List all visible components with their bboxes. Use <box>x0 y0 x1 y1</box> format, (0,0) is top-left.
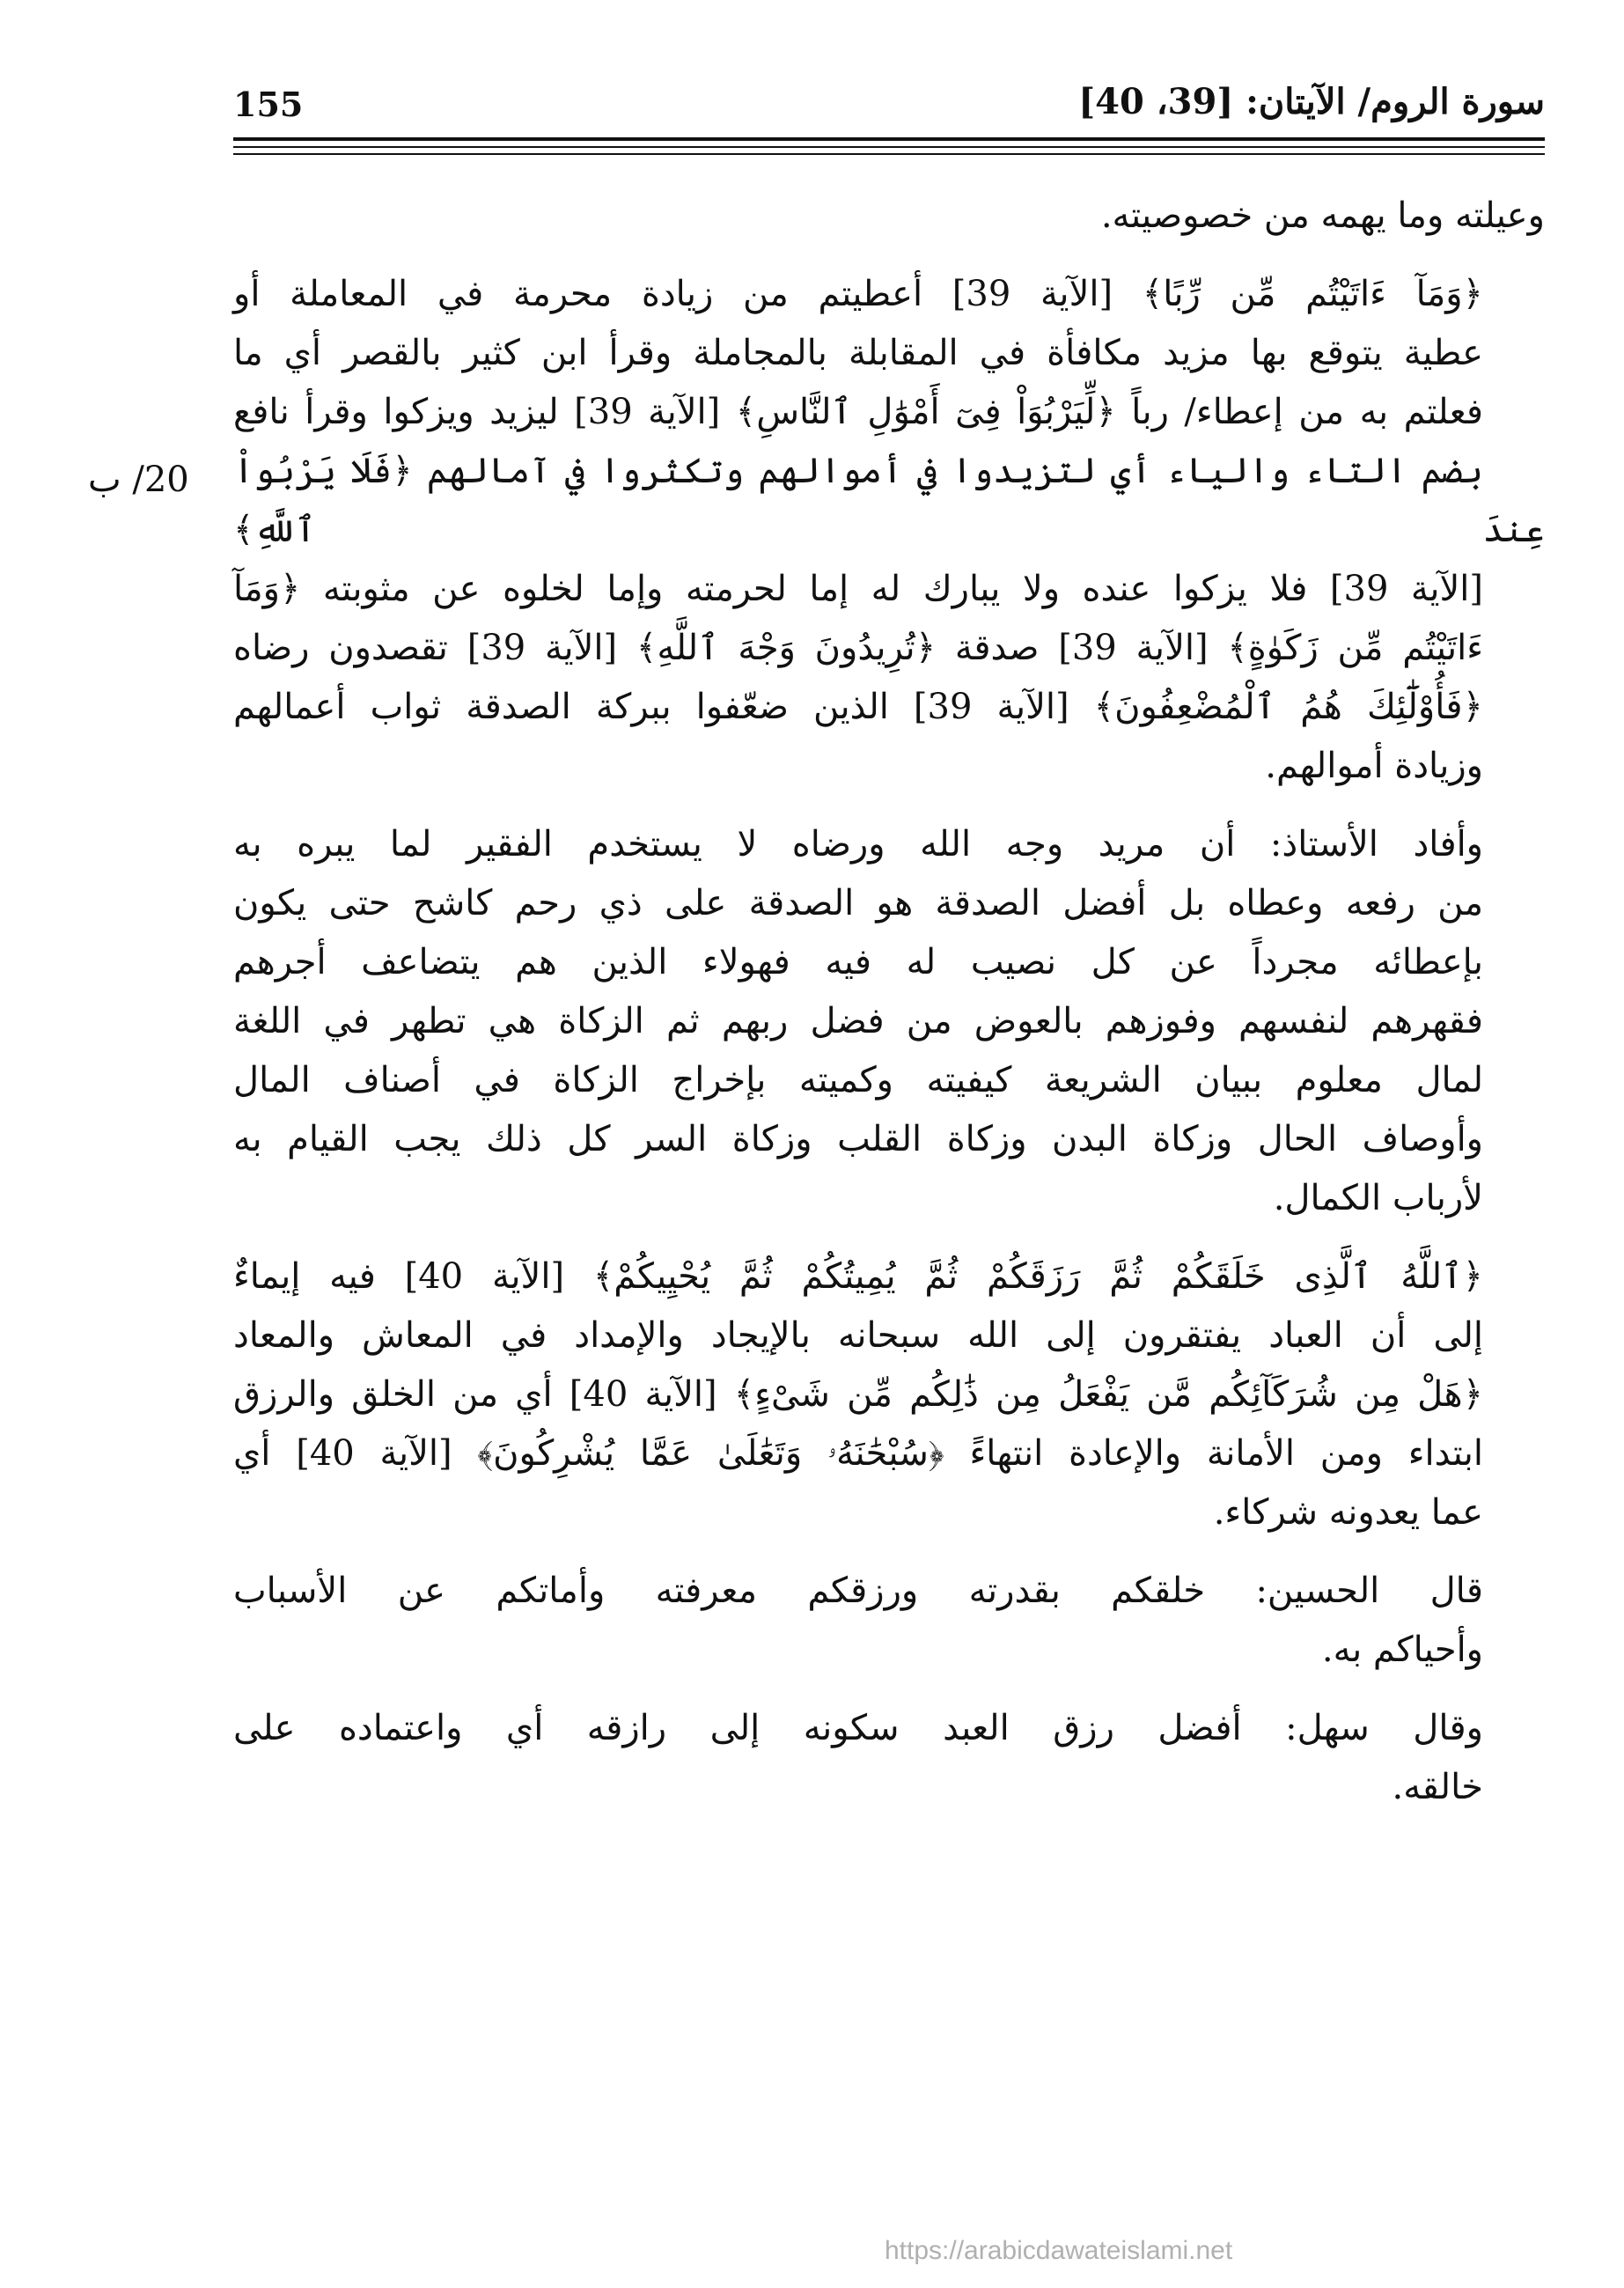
text-line: ﴿هَلْ مِن شُرَكَآئِكُم مَّن يَفْعَلُ مِن ذَٰلِكُم مِّن شَىْءٍ﴾ [الآية 40] أي من الخلق والرزق <box>233 1374 1484 1415</box>
paragraph <box>233 1247 1545 1542</box>
body-text <box>233 187 1545 1836</box>
text-line: بإعطائه مجرداً عن كل نصيب له فيه فهولاء الذين هم يتضاعف أجرهم <box>233 942 1483 982</box>
text-line: [الآية 39] فلا يزكوا عنده ولا يبارك له إما لحرمته وإما لخلوه عن مثوبته ﴿وَمَآ <box>233 569 1484 609</box>
text-line: وقال سهل: أفضل رزق العبد سكونه إلى رازقه أي واعتماده على <box>233 1708 1483 1748</box>
text-line: وأحياكم به. <box>1321 1630 1483 1670</box>
text-line: عما يعدونه شركاء. <box>1213 1492 1483 1533</box>
text-line: لأرباب الكمال. <box>1273 1178 1483 1218</box>
text-line: إلى أن العباد يفتقرون إلى الله سبحانه بالإيجاد والإمداد في المعاش والمعاد <box>233 1315 1483 1356</box>
text-line: خالقه. <box>1392 1767 1483 1807</box>
manuscript-folio-note: 20/ ب <box>88 460 189 500</box>
paragraph <box>233 1562 1545 1680</box>
paragraph <box>233 815 1545 1228</box>
paragraph <box>233 1699 1545 1817</box>
text-line: ابتداء ومن الأمانة والإعادة انتهاءً ﴿سُبْحَٰنَهُۥ وَتَعَٰلَىٰ عَمَّا يُشْرِكُونَ﴾ [الآية 40] أي <box>233 1433 1483 1474</box>
watermark-url: https://arabicdawateislami.net <box>885 2236 1233 2265</box>
text-line: فعلتم به من إعطاء/ رباً ﴿لِّيَرْبُوَاْ فِىٓ أَمْوَٰلِ ٱلنَّاسِ﴾ [الآية 39] ليزيد ويزكوا وقرأ نافع <box>233 392 1483 432</box>
page-number: 155 <box>233 85 304 124</box>
text-line: وعيلته وما يهمه من خصوصيته. <box>1100 195 1545 236</box>
header-rule-thin <box>233 153 1545 155</box>
text-line: من رفعه وعطاه بل أفضل الصدقة هو الصدقة على ذي رحم كاشح حتى يكون <box>233 883 1483 923</box>
paragraph <box>233 265 1545 796</box>
text-line: قال الحسين: خلقكم بقدرته ورزقكم معرفته وأماتكم عن الأسباب <box>233 1571 1483 1611</box>
text-line: وأوصاف الحال وزكاة البدن وزكاة القلب وزكاة السر كل ذلك يجب القيام به <box>233 1119 1483 1159</box>
text-line: وزيادة أموالهم. <box>1265 746 1483 786</box>
header-rule-thick <box>233 137 1545 141</box>
text-line: ﴿فَأُوْلَٰٓئِكَ هُمُ ٱلْمُضْعِفُونَ﴾ [الآية 39] الذين ضعّفوا ببركة الصدقة ثواب أعمالهم <box>233 687 1483 727</box>
text-line: ﴿ٱللَّهُ ٱلَّذِى خَلَقَكُمْ ثُمَّ رَزَقَكُمْ ثُمَّ يُمِيتُكُمْ ثُمَّ يُحْيِيكُمْ﴾ [الآية 40] فيه إيماءٌ <box>233 1256 1483 1297</box>
text-line: عطية يتوقع بها مزيد مكافأة في المقابلة بالمجاملة وقرأ ابن كثير بالقصر أي ما <box>233 333 1483 373</box>
text-line: لمال معلوم ببيان الشريعة كيفيته وكميته بإخراج الزكاة في أصناف المال <box>233 1060 1483 1100</box>
surah-heading: سورة الروم/ الآيتان: [39، 40] <box>1078 81 1545 122</box>
text-line: فقهرهم لنفسهم وفوزهم بالعوض من فضل ربهم ثم الزكاة هي تطهر في اللغة <box>233 1001 1483 1041</box>
header-rule-thin <box>233 146 1545 148</box>
text-line: ﴿وَمَآ ءَاتَيْتُم مِّن رِّبًا﴾ [الآية 39] أعطيتم من زيادة محرمة في المعاملة أو <box>233 274 1483 314</box>
text-line: ءَاتَيْتُم مِّن زَكَوٰةٍ﴾ [الآية 39] صدقة ﴿تُرِيدُونَ وَجْهَ ٱللَّهِ﴾ [الآية 39] تقصدون رضاه <box>233 628 1484 668</box>
page-header <box>233 77 1545 132</box>
text-line: وأفاد الأستاذ: أن مريد وجه الله ورضاه لا يستخدم الفقير لما يبره به <box>233 824 1483 864</box>
paragraph <box>233 187 1545 246</box>
text-line: بضم التاء والياء أي لتزيدوا في أموالهم وتكثروا في آمالهم ﴿فَلَا يَرْبُواْ عِندَ ٱللَّهِ﴾ <box>233 451 1545 550</box>
